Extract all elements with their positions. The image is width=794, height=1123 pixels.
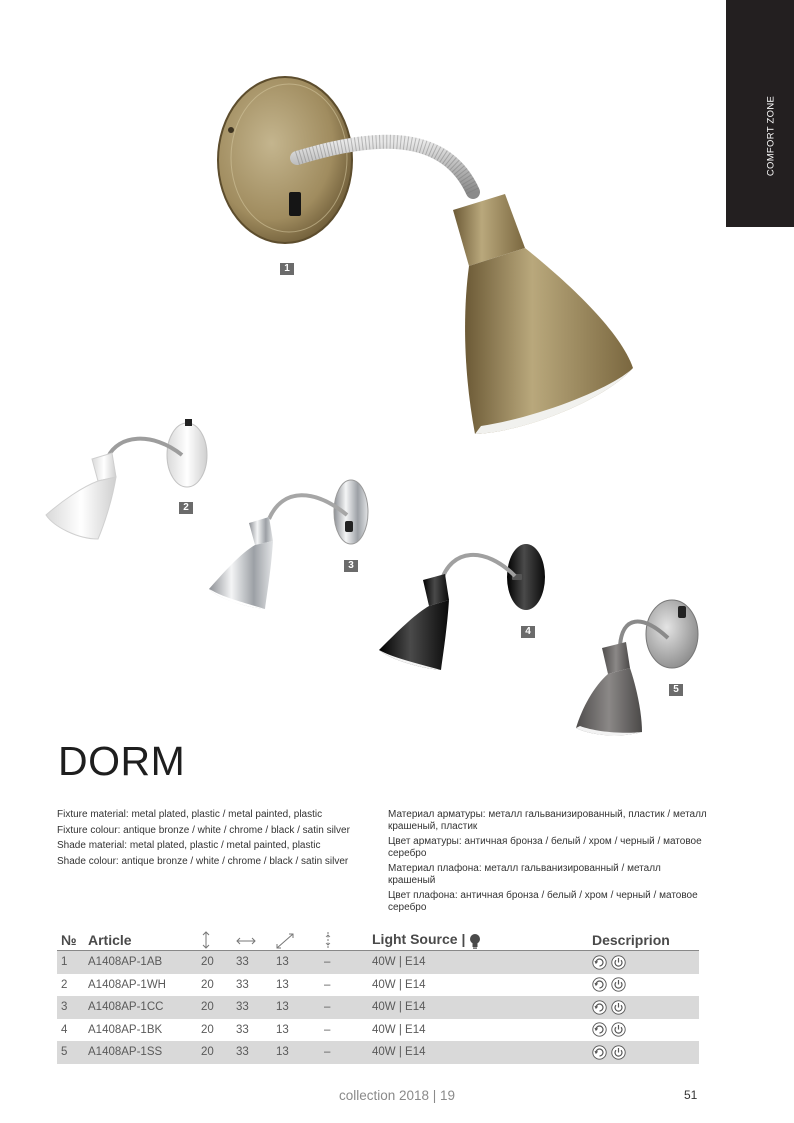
cell-light-source: 40W | E14 [372, 978, 426, 991]
cell-height: 20 [197, 996, 232, 1019]
cell-description [588, 951, 699, 974]
lamp-image-white [42, 415, 212, 545]
cell-article: A1408AP-1WH [88, 978, 166, 991]
footer-collection: collection 2018 | 19 [338, 1088, 456, 1103]
description-english [57, 809, 357, 871]
cell-description [588, 1041, 699, 1064]
header-article: Article [84, 930, 197, 951]
cell-chain: – [320, 996, 368, 1019]
lamp-image-black [375, 538, 555, 678]
table-row [57, 951, 699, 974]
cell-light-source: 40W | E14 [368, 1041, 588, 1064]
cell-number: 3 [57, 996, 84, 1019]
cell-number: 1 [57, 951, 84, 974]
cell-light-source: 40W | E14 [368, 951, 588, 974]
side-tab-label: COMFORT ZONE [765, 95, 777, 177]
cell-light-source: 40W | E14 [372, 1023, 426, 1036]
cell-height: 20 [197, 1041, 232, 1064]
variant-badge: 5 [669, 684, 683, 696]
rotation-icon [592, 955, 607, 970]
cell-light-source: 40W | E14 [368, 996, 588, 1019]
shade-material-ru: Материал плафона: металл гальванизированный / металл крашеный [388, 863, 661, 886]
header-height [197, 930, 232, 951]
cell-chain: – [320, 951, 368, 974]
cell-article: A1408AP-1AB [84, 951, 197, 974]
fixture-material-en: Fixture material: metal plated, plastic / metal painted, plastic [57, 809, 323, 820]
fixture-colour-en: Fixture colour: antique bronze / white / chrome / black / satin silver [57, 824, 350, 836]
cell-chain: – [324, 1023, 331, 1036]
header-light-source [368, 930, 588, 951]
cell-height: 20 [197, 951, 232, 974]
cell-article: A1408AP-1BK [88, 1023, 163, 1036]
table-header-row [57, 930, 699, 951]
cell-height: 20 [201, 1023, 214, 1036]
page-number: 51 [684, 1088, 698, 1102]
cell-width: 33 [236, 978, 249, 991]
fixture-colour-ru: Цвет арматуры: античная бронза / белый / хром / черный / матовое серебро [388, 836, 702, 859]
fixture-material-ru: Материал арматуры: металл гальванизированный, пластик / металл крашеный, пластик [388, 809, 707, 832]
cell-projection: 13 [272, 1041, 320, 1064]
rotation-icon [592, 1000, 607, 1015]
cell-projection: 13 [272, 951, 320, 974]
table-row [57, 1041, 699, 1064]
cell-width: 33 [236, 1023, 249, 1036]
cell-projection: 13 [276, 978, 289, 991]
cell-description [588, 1019, 699, 1042]
header-description: Descriprion [588, 930, 699, 951]
switch-icon [611, 1000, 626, 1015]
cell-chain: – [324, 978, 331, 991]
lamp-image-satin-silver [572, 598, 702, 743]
cell-width: 33 [232, 1041, 272, 1064]
height-icon [201, 931, 211, 949]
cell-description [588, 996, 699, 1019]
variant-badge: 4 [521, 626, 535, 638]
variant-badge: 2 [179, 502, 193, 514]
rotation-icon [592, 1022, 607, 1037]
shade-material-en: Shade material: metal plated, plastic / metal painted, plastic [57, 840, 321, 851]
cell-chain: – [320, 1041, 368, 1064]
lamp-image-antique-bronze [215, 70, 645, 440]
header-projection [272, 930, 320, 951]
projection-icon [276, 933, 294, 949]
shade-colour-ru: Цвет плафона: античная бронза / белый / хром / черный / матовое серебро [388, 890, 698, 913]
cell-number: 4 [61, 1023, 68, 1036]
cell-height: 20 [201, 978, 214, 991]
bulb-icon [469, 933, 481, 949]
chain-icon [324, 931, 332, 949]
table-row [57, 996, 699, 1019]
switch-icon [611, 1045, 626, 1060]
header-number: № [57, 930, 84, 951]
cell-projection: 13 [276, 1023, 289, 1036]
variant-badge: 1 [280, 263, 294, 275]
cell-number: 5 [57, 1041, 84, 1064]
variant-badge: 3 [344, 560, 358, 572]
spec-table [57, 930, 699, 1064]
table-row [57, 1019, 699, 1042]
switch-icon [611, 955, 626, 970]
light-source-label: Light Source | [372, 931, 466, 948]
shade-colour-en: Shade colour: antique bronze / white / chrome / black / satin silver [57, 855, 349, 867]
cell-description [588, 974, 699, 997]
cell-width: 33 [232, 996, 272, 1019]
rotation-icon [592, 1045, 607, 1060]
cell-article: A1408AP-1CC [84, 996, 197, 1019]
cell-article: A1408AP-1SS [84, 1041, 197, 1064]
description-russian [388, 809, 708, 917]
width-icon [236, 936, 256, 946]
switch-icon [611, 977, 626, 992]
cell-number: 2 [61, 978, 68, 991]
cell-projection: 13 [272, 996, 320, 1019]
table-row [57, 974, 699, 997]
cell-width: 33 [232, 951, 272, 974]
product-title: DORM [58, 738, 186, 784]
side-tab [726, 0, 794, 227]
header-width [232, 930, 272, 951]
switch-icon [611, 1022, 626, 1037]
header-chain [320, 930, 368, 951]
rotation-icon [592, 977, 607, 992]
lamp-image-chrome [205, 475, 375, 615]
